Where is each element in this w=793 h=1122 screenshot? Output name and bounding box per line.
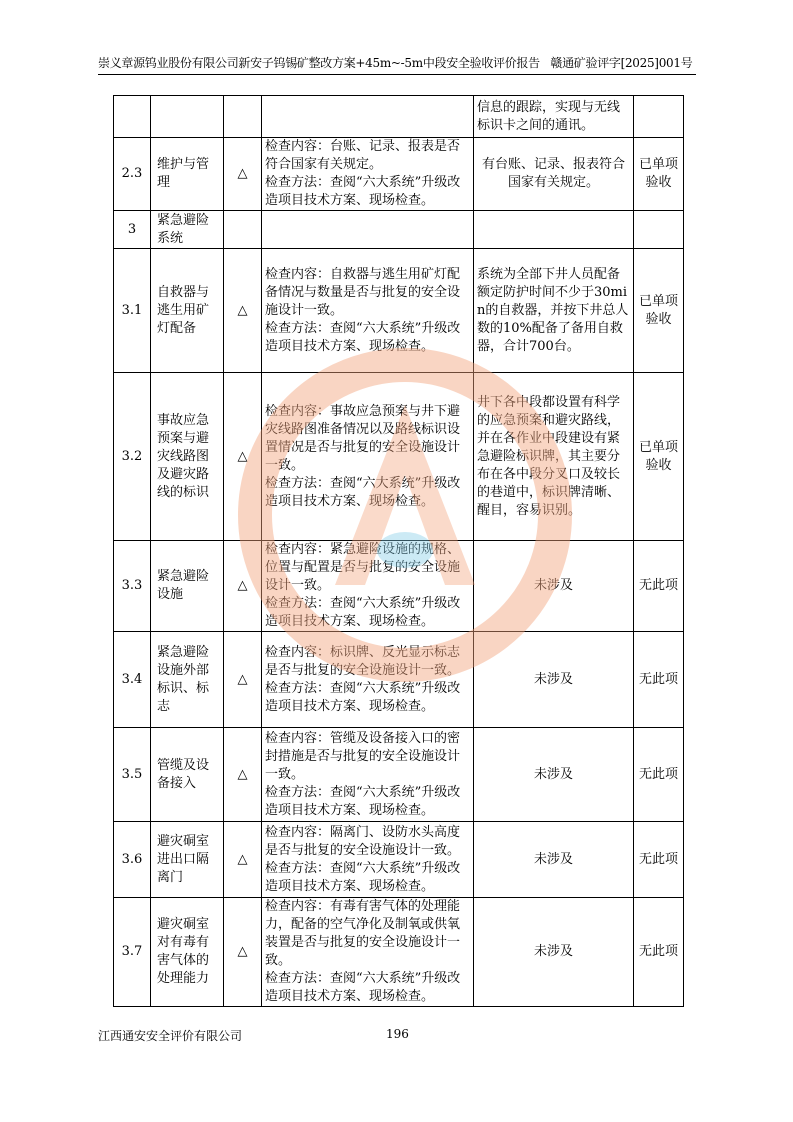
row-number: 3 <box>114 211 151 249</box>
row-mark <box>224 96 262 138</box>
row-number: 3.4 <box>114 632 151 728</box>
row-mark: △ <box>224 728 262 822</box>
row-result: 信息的跟踪，实现与无线标识卡之间的通讯。 <box>474 96 634 138</box>
table-row <box>114 96 684 138</box>
row-check-content: 检查内容：事故应急预案与井下避灾线路图准备情况以及路线标识设置情况是否与批复的安全设施设计一致。 检查方法：查阅“六大系统”升级改造项目技术方案、现场检查。 <box>262 373 474 541</box>
table-row <box>114 822 684 898</box>
row-mark: △ <box>224 249 262 373</box>
row-check-content <box>262 211 474 249</box>
table-row <box>114 138 684 211</box>
row-conclusion: 无此项 <box>634 632 684 728</box>
row-result: 有台账、记录、报表符合国家有关规定。 <box>474 138 634 211</box>
row-item <box>151 96 224 138</box>
row-result: 井下各中段都设置有科学的应急预案和避灾路线，并在各作业中段建设有紧急避险标识牌，其主要分布在各中段分叉口及较长的巷道中，标识牌清晰、醒目，容易识别。 <box>474 373 634 541</box>
table-row <box>114 373 684 541</box>
row-item: 紧急避险系统 <box>151 211 224 249</box>
row-mark: △ <box>224 632 262 728</box>
row-item: 紧急避险设施 <box>151 541 224 632</box>
row-check-content: 检查内容：隔离门、设防水头高度是否与批复的安全设施设计一致。 检查方法：查阅“六大系统”升级改造项目技术方案、现场检查。 <box>262 822 474 898</box>
row-check-content <box>262 96 474 138</box>
row-item: 避灾硐室进出口隔离门 <box>151 822 224 898</box>
row-mark <box>224 211 262 249</box>
row-conclusion: 已单项验收 <box>634 249 684 373</box>
table-row <box>114 211 684 249</box>
row-number <box>114 96 151 138</box>
row-check-content: 检查内容：有毒有害气体的处理能力，配备的空气净化及制氧或供氧装置是否与批复的安全设施设计一致。 检查方法：查阅“六大系统”升级改造项目技术方案、现场检查。 <box>262 898 474 1007</box>
row-number: 3.6 <box>114 822 151 898</box>
row-check-content: 检查内容：管缆及设备接入口的密封措施是否与批复的安全设施设计一致。 检查方法：查阅“六大系统”升级改造项目技术方案、现场检查。 <box>262 728 474 822</box>
table-row <box>114 249 684 373</box>
page-number: 196 <box>386 1027 409 1041</box>
header-rule <box>98 74 696 75</box>
row-conclusion: 已单项验收 <box>634 138 684 211</box>
report-title: 崇义章源钨业股份有限公司新安子钨锡矿整改方案+45m~-5m中段安全验收评价报告 <box>98 56 540 70</box>
table-row <box>114 728 684 822</box>
inspection-table <box>113 95 684 1007</box>
row-result: 未涉及 <box>474 728 634 822</box>
table-row <box>114 632 684 728</box>
row-item: 维护与管理 <box>151 138 224 211</box>
row-result: 未涉及 <box>474 822 634 898</box>
row-item: 避灾硐室对有毒有害气体的处理能力 <box>151 898 224 1007</box>
row-mark: △ <box>224 822 262 898</box>
row-result: 系统为全部下井人员配备额定防护时间不少于30min的自救器，并按下井总人数的10%配备了备用自救器，合计700台。 <box>474 249 634 373</box>
row-number: 3.5 <box>114 728 151 822</box>
row-result: 未涉及 <box>474 541 634 632</box>
table-body <box>114 96 684 1007</box>
row-conclusion: 无此项 <box>634 822 684 898</box>
row-conclusion <box>634 211 684 249</box>
row-check-content: 检查内容：紧急避险设施的规格、位置与配置是否与批复的安全设施设计一致。 检查方法：查阅“六大系统”升级改造项目技术方案、现场检查。 <box>262 541 474 632</box>
row-check-content: 检查内容：自救器与逃生用矿灯配备情况与数量是否与批复的安全设施设计一致。 检查方法：查阅“六大系统”升级改造项目技术方案、现场检查。 <box>262 249 474 373</box>
row-number: 3.1 <box>114 249 151 373</box>
row-result: 未涉及 <box>474 898 634 1007</box>
row-check-content: 检查内容：台账、记录、报表是否符合国家有关规定。 检查方法：查阅“六大系统”升级改造项目技术方案、现场检查。 <box>262 138 474 211</box>
row-item: 紧急避险设施外部标识、标志 <box>151 632 224 728</box>
table-row <box>114 541 684 632</box>
row-item: 事故应急预案与避灾线路图及避灾路线的标识 <box>151 373 224 541</box>
row-item: 自救器与逃生用矿灯配备 <box>151 249 224 373</box>
row-result: 未涉及 <box>474 632 634 728</box>
row-mark: △ <box>224 138 262 211</box>
row-conclusion <box>634 96 684 138</box>
row-mark: △ <box>224 898 262 1007</box>
page-header <box>98 56 698 71</box>
row-result <box>474 211 634 249</box>
row-number: 3.3 <box>114 541 151 632</box>
row-check-content: 检查内容：标识牌、反光显示标志是否与批复的安全设施设计一致。 检查方法：查阅“六大系统”升级改造项目技术方案、现场检查。 <box>262 632 474 728</box>
row-number: 3.2 <box>114 373 151 541</box>
row-conclusion: 无此项 <box>634 541 684 632</box>
row-conclusion: 已单项验收 <box>634 373 684 541</box>
row-conclusion: 无此项 <box>634 898 684 1007</box>
table-row <box>114 898 684 1007</box>
row-number: 3.7 <box>114 898 151 1007</box>
row-conclusion: 无此项 <box>634 728 684 822</box>
row-item: 管缆及设备接入 <box>151 728 224 822</box>
row-mark: △ <box>224 373 262 541</box>
row-mark: △ <box>224 541 262 632</box>
footer-company: 江西通安安全评价有限公司 <box>98 1029 243 1043</box>
row-number: 2.3 <box>114 138 151 211</box>
doc-number: 赣通矿验评字[2025]001号 <box>550 56 693 70</box>
